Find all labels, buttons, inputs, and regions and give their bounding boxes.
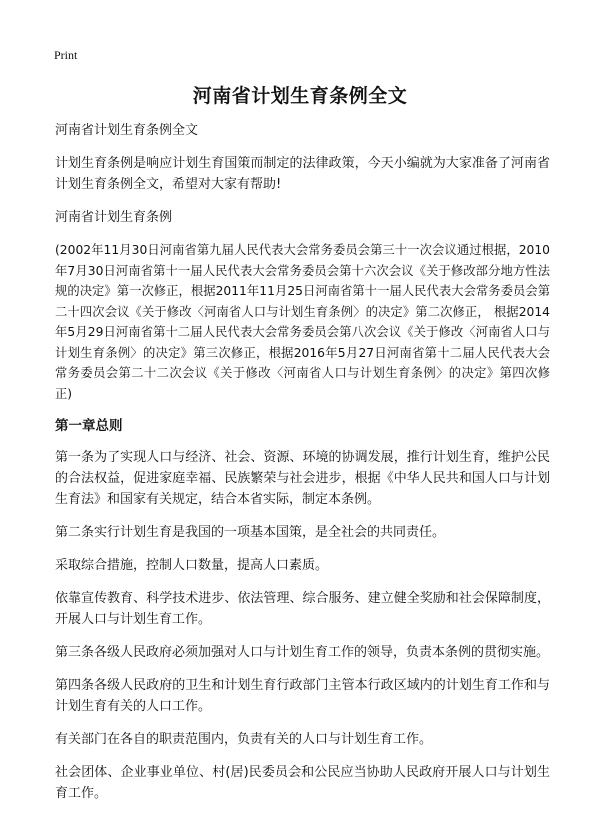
article-paragraph: 采取综合措施，控制人口数量，提高人口素质。	[55, 558, 329, 573]
document-subtitle: 河南省计划生育条例全文	[55, 123, 199, 138]
article-paragraph: 第二条实行计划生育是我国的一项基本国策，是全社会的共同责任。	[55, 525, 446, 540]
print-link[interactable]: Print	[54, 48, 78, 62]
article-paragraph: 第三条各级人民政府必须加强对人口与计划生育工作的领导，负责本条例的贯彻实施。	[55, 645, 550, 660]
document-title: 河南省计划生育条例全文	[192, 85, 408, 107]
article-paragraph: 依靠宣传教育、科学技术进步、依法管理、综合服务、建立健全奖励和社会保障制度，开展人口与计划生育工作。	[55, 591, 550, 627]
article-paragraph: 第一条为了实现人口与经济、社会、资源、环境的协调发展，推行计划生育，维护公民的合法权益，促进家庭幸福、民族繁荣与社会进步，根据《中华人民共和国人口与计划生育法》和国家有关规定，结合本省实际，制定本条例。	[55, 450, 550, 507]
intro-paragraph: 计划生育条例是响应计划生育国策而制定的法律政策，今天小编就为大家准备了河南省计划生育条例全文，希望对大家有帮助!	[55, 156, 550, 192]
document-body	[55, 120, 550, 816]
article-paragraph: 第四条各级人民政府的卫生和计划生育行政部门主管本行政区域内的计划生育工作和与计划生育有关的人口工作。	[55, 678, 550, 714]
chapter-heading: 第一章总则	[55, 418, 123, 434]
amendment-note: (2002年11月30日河南省第九届人民代表大会常务委员会第三十一次会议通过根据，2010年7月30日河南省第十一届人民代表大会常务委员会第十六次会议《关于修改部分地方性法规的决定》第一次修正，根据2011年11月25日河南省第十一届人民代表大会常务委员会第二十四次会议《关于修改〈河南省人口与计划生育条例〉的决定》第二次修正， 根据2014年5月29日河南省第十二届人民代表大会常务委员会第八次会议《关于修改〈河南省人口与计划生育条例〉的决定》第三次修正，根据2016年5月27日河南省第十二届人民代表大会常务委员会第二十二次会议《关于修改〈河南省人口与计划生育条例〉的决定》第四次修正)	[55, 243, 550, 401]
article-paragraph: 社会团体、企业事业单位、村(居)民委员会和公民应当协助人民政府开展人口与计划生育工作。	[55, 765, 550, 801]
law-name: 河南省计划生育条例	[55, 210, 173, 225]
article-paragraph: 有关部门在各自的职责范围内，负责有关的人口与计划生育工作。	[55, 732, 433, 747]
